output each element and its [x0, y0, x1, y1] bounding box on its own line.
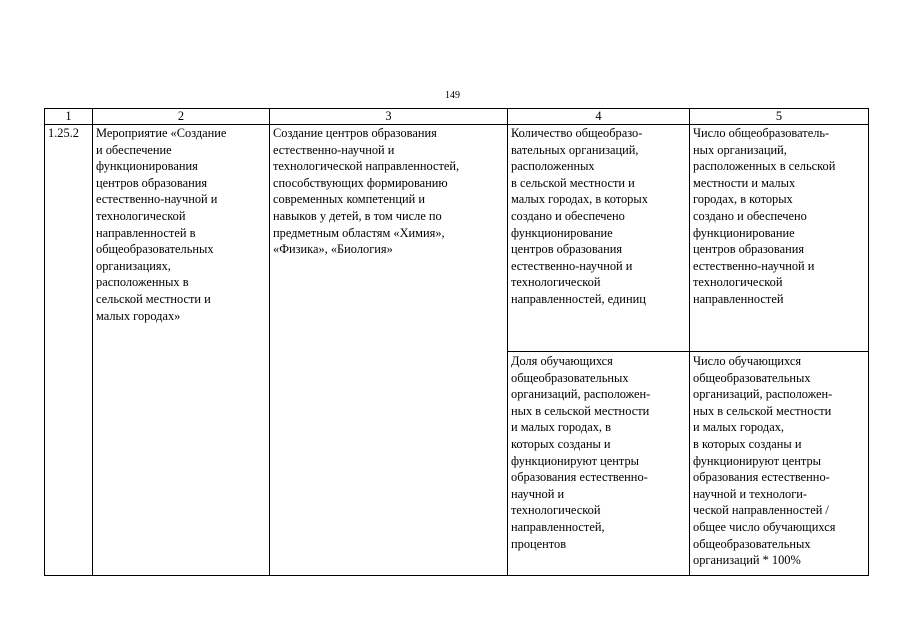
column-header-2: 2 — [93, 109, 270, 125]
indicator-name-cell — [508, 125, 690, 352]
column-header-3: 3 — [270, 109, 508, 125]
table-header-row — [45, 109, 869, 125]
indicator-method-cell — [690, 125, 869, 352]
indicator-name-cell — [508, 352, 690, 576]
column-header-4: 4 — [508, 109, 690, 125]
column-header-5: 5 — [690, 109, 869, 125]
table-row — [45, 125, 869, 352]
indicator-name: Количество общеобразо- вательных организаций, расположенных в сельской местности и малых городах, в которых создано и обеспечено функционирование центров образования естественно-научной и технологической направленностей, единиц — [511, 126, 648, 306]
indicator-name: Доля обучающихся общеобразовательных организаций, расположен- ных в сельской местности и малых городах, в которых созданы и функционируют центры образования естественно- научной и технологической направленностей, процентов — [511, 354, 651, 551]
indicators-table — [44, 108, 869, 576]
column-header-1: 1 — [45, 109, 93, 125]
page-number: 149 — [445, 90, 460, 101]
row-number-cell — [45, 125, 93, 576]
indicator-method: Число общеобразователь- ных организаций, расположенных в сельской местности и малых городах, в которых создано и обеспечено функционирование центров образования естественно-научной и технологической направленностей — [693, 126, 836, 306]
result-text: Создание центров образования естественно-научной и технологической направленностей, способствующих формированию современных компетенций и навыков у детей, в том числе по предметным областям «Химия», «Физика», «Биология» — [273, 126, 460, 257]
indicator-method: Число обучающихся общеобразовательных организаций, расположен- ных в сельской местности и малых городах, в которых созданы и функционируют центры образования естественно- научной и технологи- ческой направленностей / общее число обучающихся общеобразовательных организаций * 100% — [693, 354, 836, 568]
indicator-method-cell — [690, 352, 869, 576]
row-number: 1.25.2 — [48, 126, 79, 140]
event-text: Мероприятие «Создание и обеспечение функционирования центров образования естественно-научной и технологической направленностей в общеобразовательных организациях, расположенных в сельской местности и малых городах» — [96, 126, 227, 323]
result-cell — [270, 125, 508, 576]
event-cell — [93, 125, 270, 576]
